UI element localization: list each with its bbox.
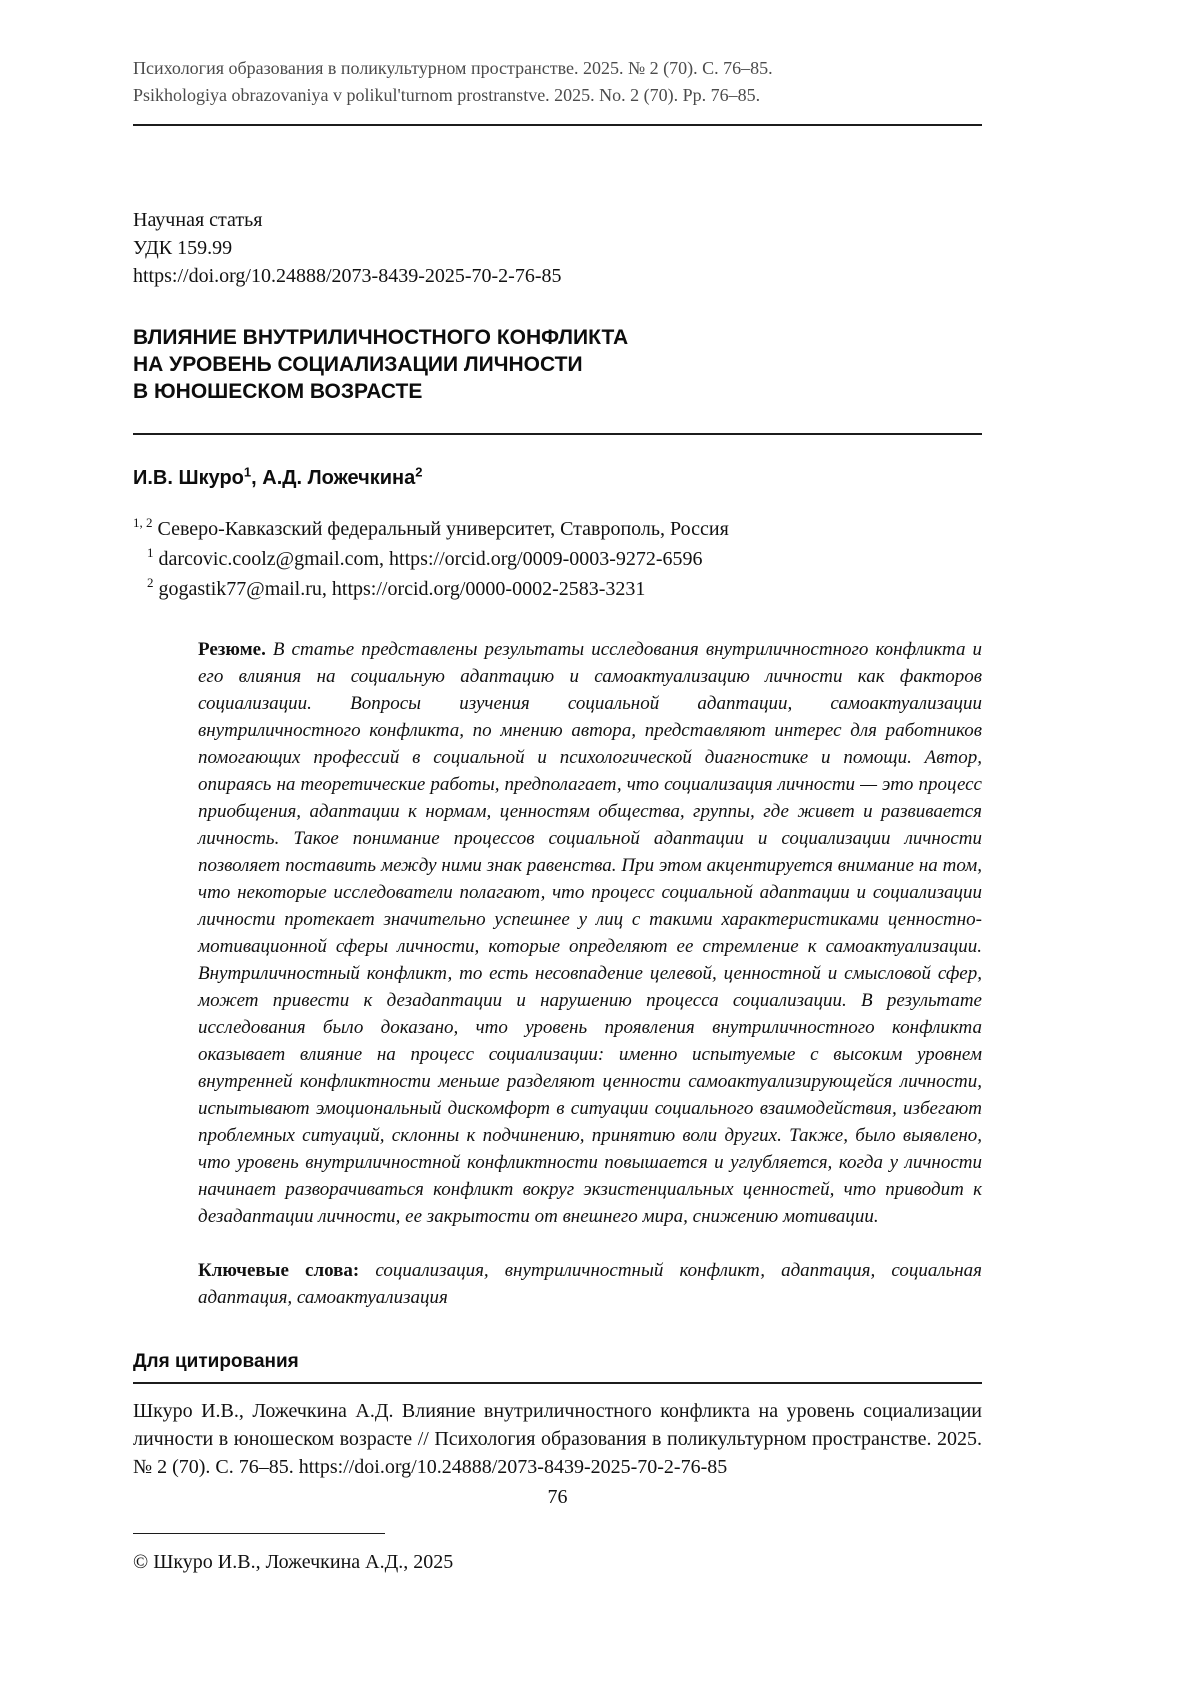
affiliation-text: Северо-Кавказский федеральный университет, Ставрополь, Россия xyxy=(157,518,729,540)
author-1-contact-line xyxy=(133,544,982,574)
article-type-label: Научная статья xyxy=(133,209,263,231)
journal-header xyxy=(133,55,982,109)
udc-code: УДК 159.99 xyxy=(133,237,233,259)
author-2-superscript: 2 xyxy=(415,464,423,480)
authors-separator: , xyxy=(251,467,263,489)
article-meta xyxy=(133,206,982,290)
title-divider xyxy=(133,433,982,435)
authors-line xyxy=(133,464,982,490)
citation-section xyxy=(133,1351,982,1481)
abstract-paragraph xyxy=(198,636,982,1230)
article-title xyxy=(133,324,982,405)
affiliation-superscript: 1, 2 xyxy=(133,515,153,531)
title-line-1: ВЛИЯНИЕ ВНУТРИЛИЧНОСТНОГО КОНФЛИКТА xyxy=(133,326,629,349)
journal-header-transliterated: Psikhologiya obrazovaniya v polikul'turnom prostranstve. 2025. No. 2 (70). Pp. 76–85. xyxy=(133,85,761,105)
keywords-paragraph xyxy=(198,1257,982,1311)
footnote-block xyxy=(133,1533,982,1574)
journal-header-russian: Психология образования в поликультурном пространстве. 2025. № 2 (70). С. 76–85. xyxy=(133,58,773,78)
author-1-superscript: 1 xyxy=(243,464,252,480)
keywords-label: Ключевые слова: xyxy=(198,1260,360,1281)
title-line-3: В ЮНОШЕСКОМ ВОЗРАСТЕ xyxy=(133,380,423,403)
keywords-text: социализация, внутриличностный конфликт, адаптация, социальная адаптация, самоактуализация xyxy=(198,1260,983,1308)
citation-divider xyxy=(133,1382,982,1384)
author-1-contact: darcovic.coolz@gmail.com, https://orcid.org/0009-0003-9272-6596 xyxy=(158,548,703,570)
author-2-name: А.Д. Ложечкина xyxy=(262,467,416,489)
copyright-line: © Шкуро И.В., Ложечкина А.Д., 2025 xyxy=(133,1551,454,1573)
author-2-contact: gogastik77@mail.ru, https://orcid.org/0000-0002-2583-3231 xyxy=(158,578,646,600)
doi-link: https://doi.org/10.24888/2073-8439-2025-70-2-76-85 xyxy=(133,265,562,287)
header-divider xyxy=(133,124,982,126)
contact-1-superscript: 1 xyxy=(147,545,154,561)
abstract-label: Резюме. xyxy=(198,639,266,660)
affiliations-block xyxy=(133,514,982,604)
page-number: 76 xyxy=(547,1486,568,1508)
citation-heading: Для цитирования xyxy=(133,1351,299,1372)
affiliation-line xyxy=(133,514,982,544)
contact-2-superscript: 2 xyxy=(147,575,154,591)
footnote-divider xyxy=(133,1533,385,1534)
abstract-text: В статье представлены результаты исследования внутриличностного конфликта и его влияния на социальную адаптацию и самоактуализацию личности как факторов социализации. Вопросы изучения социальной адаптации, самоактуализации внутриличностного конфликта, по мнению автора, представляют интерес для работников помогающих профессий в социальной и психологической диагностике и помощи. Автор, опираясь на теоретические работы, предполагает, что социализация личности — это процесс приобщения, адаптации к нормам, ценностям общества, группы, где живет и развивается личность. Такое понимание процессов социальной адаптации и социализации личности позволяет поставить между ними знак равенства. При этом акцентируется внимание на том, что некоторые исследователи полагают, что процесс социальной адаптации и социализации личности протекает значительно успешнее у лиц с такими характеристиками ценностно-мотивационной сферы личности, которые определяют ее стремление к самоактуализации. Внутриличностный конфликт, то есть несовпадение целевой, ценностной и смысловой сфер, может привести к дезадаптации и нарушению процесса социализации. В результате исследования было доказано, что уровень проявления внутриличностного конфликта оказывает влияние на процесс социализации: именно испытуемые с высоким уровнем внутренней конфликтности меньше разделяют ценности самоактуализирующейся личности, испытывают эмоциональный дискомфорт в ситуации социального взаимодействия, избегают проблемных ситуаций, склонны к подчинению, принятию воли других. Также, было выявлено, что уровень внутриличностной конфликтности повышается и углубляется, когда у личности начинает разворачиваться конфликт вокруг экзистенциальных ценностей, что приводит к дезадаптации личности, ее закрытости от внешнего мира, снижению мотивации. xyxy=(198,639,982,1227)
title-line-2: НА УРОВЕНЬ СОЦИАЛИЗАЦИИ ЛИЧНОСТИ xyxy=(133,353,583,376)
author-1-name: И.В. Шкуро xyxy=(133,467,244,489)
citation-text: Шкуро И.В., Ложечкина А.Д. Влияние внутриличностного конфликта на уровень социализации личности в юношеском возрасте // Психология образования в поликультурном пространстве. 2025. № 2 (70). С. 76–85. https://doi.org/10.24888/2073-8439-2025-70-2-76-85 xyxy=(133,1400,982,1478)
author-2-contact-line xyxy=(133,574,982,604)
abstract-block xyxy=(198,636,982,1311)
